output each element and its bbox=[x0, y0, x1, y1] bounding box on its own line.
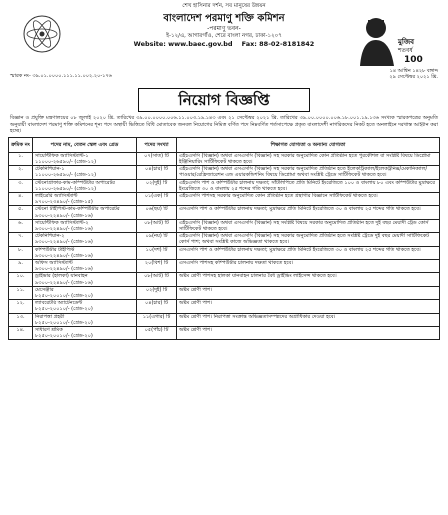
post-name: কম্পিউটার টাইপিস্ট bbox=[35, 246, 75, 253]
row-count: ০৮(আট) টি bbox=[137, 273, 177, 286]
post-name: ল্যাবরেটরি অ্যাটেনডেন্ট bbox=[35, 300, 83, 307]
table-row bbox=[9, 300, 440, 313]
row-requirements: এইচএসসি (বিজ্ঞান) অথবা এসএসসি (বিজ্ঞান) সহ সরকার অনুমোদিত প্রতিষ্ঠান হতে সংশ্লিষ্ট ট্রেডে দুই বছর মেয়াদী সার্টিফিকেট কোর্স পাশ; অথবা সংশ্লিষ্ট কাজে অভিজ্ঞতা থাকতে হবে। bbox=[177, 233, 440, 246]
vacancy-table-body bbox=[9, 152, 440, 340]
row-post bbox=[33, 327, 137, 340]
row-serial: ৬. bbox=[9, 219, 33, 232]
row-requirements: এসএসসি পাশসহ কম্পিউটার চালনায় দক্ষতা থাকতে হবে। bbox=[177, 260, 440, 273]
memo-number: স্মারক নং- ৩৯.০১.০০০০.১১১.১১.০০২.২০-১৭৬ bbox=[10, 73, 112, 79]
row-requirements: এইচএসসি পাশ ও কম্পিউটার চালনায় দক্ষতা; সাঁটলিপিতে প্রতি মিনিটে ইংরেজিতে ১০০ ও বাংলায় ৮০ এবং কম্পিউটার মুদ্রাক্ষরে ইংরেজিতে ৩০ ও বাংলায় ২৫ শব্দের গতি থাকতে হবে। bbox=[177, 179, 440, 192]
post-name: ড্রাইভার (হালকা) যানবাহন bbox=[35, 273, 88, 280]
row-post bbox=[33, 166, 137, 179]
row-post bbox=[33, 206, 137, 219]
row-post bbox=[33, 313, 137, 326]
row-requirements: এইচএসসি (বিজ্ঞান) অথবা এসএসসি (বিজ্ঞান) সহ সরকার অনুমোদিত প্রতিষ্ঠান হতে ইলেকট্রিক্যাল/ইলেকট্রনিক্স/মেকানিক্যাল/পাওয়ার/রেফ্রিজারেশন এন্ড এয়ারকন্ডিশনিং বিষয়ে ডিপ্লোমা অথবা সংশ্লিষ্ট ট্রেডে সার্টিফিকেট থাকতে হবে। bbox=[177, 166, 440, 179]
row-post bbox=[33, 152, 137, 165]
table-row bbox=[9, 260, 440, 273]
table-row bbox=[9, 193, 440, 206]
fax-text: Fax: 88-02-8181842 bbox=[241, 40, 315, 48]
row-serial: ১৩. bbox=[9, 313, 33, 326]
row-count: ০৭(সাত) টি bbox=[137, 152, 177, 165]
row-count: ০৮(আট) টি bbox=[137, 219, 177, 232]
row-post bbox=[33, 273, 137, 286]
post-scale: ৯৩০০-২২৪৯০/- (গ্রেড-১৬) bbox=[35, 212, 93, 219]
post-name: অফিস অ্যাসিস্ট্যান্ট bbox=[35, 260, 73, 267]
post-name: টেকনিশিয়ান-২ bbox=[35, 233, 65, 240]
table-row bbox=[9, 327, 440, 340]
table-row bbox=[9, 273, 440, 286]
row-requirements: এইচএসসি (বিজ্ঞান) অথবা এসএসসি (বিজ্ঞান) সহ সরকার অনুমোদিত কোন প্রতিষ্ঠান হতে পুরকৌশল বা সংশ্লিষ্ট বিষয়ে ডিপ্লোমা ইঞ্জিনিয়ারিং সার্টিফিকেট থাকতে হবে। bbox=[177, 152, 440, 165]
table-header-row bbox=[9, 137, 440, 152]
row-count: ১০(দশ) টি bbox=[137, 246, 177, 259]
row-count: ১১(এগার) টি bbox=[137, 313, 177, 326]
row-requirements: অষ্টম শ্রেণী পাশসহ হালকা যানবাহন চালনার বৈধ ড্রাইভিং লাইসেন্স থাকতে হবে। bbox=[177, 273, 440, 286]
row-count: ০৪(চার) টি bbox=[137, 166, 177, 179]
row-serial: ৮. bbox=[9, 246, 33, 259]
row-requirements: এইচএসসি পাশসহ সরকার অনুমোদিত কোন প্রতিষ্ঠান হতে গ্রন্থাগার বিজ্ঞানে সার্টিফিকেট থাকতে হবে। bbox=[177, 193, 440, 206]
row-count: ২০(বিশ) টি bbox=[137, 260, 177, 273]
row-serial: ৯. bbox=[9, 260, 33, 273]
post-name: স্টেনো টাইপিস্ট-কাম-কম্পিউটার অপারেটর bbox=[35, 206, 120, 213]
row-count: ০২(দুই) টি bbox=[137, 179, 177, 192]
table-row bbox=[9, 152, 440, 165]
organization-building: -পরমাণু ভবন- bbox=[207, 25, 241, 32]
row-post bbox=[33, 260, 137, 273]
col-header-requirements: শিক্ষাগত যোগ্যতা ও অন্যান্য যোগ্যতা bbox=[177, 137, 440, 152]
row-requirements: অষ্টম শ্রেণী পাশ। নিরাপত্তা সংক্রান্ত অভিজ্ঞতাসম্পন্নদের অগ্রাধিকার দেওয়া হবে। bbox=[177, 313, 440, 326]
row-serial: ১. bbox=[9, 152, 33, 165]
row-count: ০৫(পাঁচ) টি bbox=[137, 327, 177, 340]
row-serial: ২. bbox=[9, 166, 33, 179]
post-scale: ৮২৫০-২০০১০/- (গ্রেড-২০) bbox=[35, 333, 93, 340]
post-name: টেকনিশিয়ান-১ bbox=[35, 166, 65, 173]
row-requirements: এসএসসি পাশ ও কম্পিউটার চালনায় দক্ষতা; মুদ্রাক্ষরে প্রতি মিনিটে ইংরেজিতে ৩০ ও বাংলায় ২৫ শব্দের গতি থাকতে হবে। bbox=[177, 206, 440, 219]
row-post bbox=[33, 300, 137, 313]
table-row bbox=[9, 219, 440, 232]
row-count: ০১(এক) টি bbox=[137, 193, 177, 206]
row-post bbox=[33, 219, 137, 232]
atom-logo-icon bbox=[22, 14, 62, 54]
post-name: নিরাপত্তা প্রহরী bbox=[35, 313, 65, 320]
table-row bbox=[9, 233, 440, 246]
post-scale: ৯৩০০-২২৪৯০/- (গ্রেড-১৬) bbox=[35, 226, 93, 233]
post-scale: ৮২৫০-২০০১০/- (গ্রেড-২০) bbox=[35, 293, 93, 300]
row-serial: ১১. bbox=[9, 286, 33, 299]
date-bangla: ১৪ আশ্বিন ১৪২৮ বঙ্গাব্দ bbox=[389, 68, 438, 74]
organization-contacts bbox=[118, 40, 330, 49]
header bbox=[8, 10, 440, 70]
row-post bbox=[33, 179, 137, 192]
organization-name: বাংলাদেশ পরমাণু শক্তি কমিশন bbox=[163, 13, 285, 24]
row-count: ০৪(চার) টি bbox=[137, 300, 177, 313]
date-english: ২৯ সেপ্টেম্বর ২০২১ খ্রি. bbox=[389, 74, 438, 80]
table-row bbox=[9, 286, 440, 299]
notice-intro: বিজ্ঞান ও প্রযুক্তি মন্ত্রণালয়ের ০৮ জুলাই ২০২০ খ্রি. তারিখের ৩৯.০০.০০০০.০০৬.১১.০০৩.১৯.১৪৩ এবং ২১ সেপ্টেম্বর ২০২১ খ্রি. তারিখের ৩৯.০০.০০০০.০০৬.১৮.০০১.১৯.১৩৬ সংখ্যক স্মারকপত্রের অনুমতি অনুযায়ী বাংলাদেশ পরমাণু শক্তি কমিশনের শূন্য পদে অস্থায়ী ভিত্তিতে বিধি মোতাবেক জনবল নিয়োগের নিমিত্ত বর্ণিত পদে নিম্নবর্ণিত শর্তসাপেক্ষে প্রকৃত বাংলাদেশী নাগরিকদের নিকট হতে অনলাইনে দরখাস্ত আহ্বান করা হচ্ছে। bbox=[10, 115, 438, 135]
row-post bbox=[33, 193, 137, 206]
organization-block bbox=[118, 12, 330, 49]
row-requirements: অষ্টম শ্রেণী পাশ। bbox=[177, 300, 440, 313]
post-name: মেসেঞ্জার bbox=[35, 286, 54, 293]
row-serial: ১০. bbox=[9, 273, 33, 286]
row-requirements: এইচএসসি (বিজ্ঞান) অথবা এসএসসি (বিজ্ঞান) সহ সংশ্লিষ্ট বিষয়ে সরকার অনুমোদিত প্রতিষ্ঠান হতে দুই বছর মেয়াদী ট্রেড কোর্স সার্টিফিকেট থাকতে হবে। bbox=[177, 219, 440, 232]
post-scale: ৯৩০০-২২৪৯০/- (গ্রেড-১৬) bbox=[35, 252, 93, 259]
row-serial: ১৪. bbox=[9, 327, 33, 340]
row-serial: ৭. bbox=[9, 233, 33, 246]
row-count: ০২(দুই) টি bbox=[137, 286, 177, 299]
motto-text: শেখ হাসিনার দর্শন, সব মানুষের উন্নয়ন bbox=[182, 3, 266, 9]
row-serial: ৫. bbox=[9, 206, 33, 219]
row-count: ০৯(নয়) টি bbox=[137, 233, 177, 246]
post-scale: ৯৭০০-২৩৪৯০/- (গ্রেড-১৫) bbox=[35, 199, 93, 206]
website-text: Website: www.baec.gov.bd bbox=[133, 40, 233, 48]
post-scale: ৮২৫০-২০০১০/- (গ্রেড-২০) bbox=[35, 319, 93, 326]
col-header-count: পদের সংখ্যা bbox=[137, 137, 177, 152]
post-scale: ১১০০০-২৬৫৯০/- (গ্রেড-১২) bbox=[35, 185, 97, 192]
row-serial: ৩. bbox=[9, 179, 33, 192]
post-name: সায়েন্টিফিক অ্যাসিস্ট্যান্ট-১ bbox=[35, 152, 89, 159]
col-header-post: পদের নাম, বেতন স্কেল এবং গ্রেড bbox=[33, 137, 137, 152]
post-name: স্টেনোগ্রাফার-কাম-কম্পিউটার অপারেটর bbox=[35, 179, 115, 186]
table-row bbox=[9, 313, 440, 326]
badge-years: 100 bbox=[404, 55, 423, 65]
post-scale: ৯৩০০-২২৪৯০/- (গ্রেড-১৬) bbox=[35, 279, 93, 286]
badge-line2: শতবর্ষ bbox=[398, 47, 413, 54]
row-serial: ১২. bbox=[9, 300, 33, 313]
post-scale: ৯৩০০-২২৪৯০/- (গ্রেড-১৬) bbox=[35, 239, 93, 246]
notice-title: নিয়োগ বিজ্ঞপ্তি bbox=[138, 88, 310, 112]
row-requirements: অষ্টম শ্রেণী পাশ। bbox=[177, 327, 440, 340]
table-row bbox=[9, 246, 440, 259]
post-name: লাইব্রেরি অ্যাসিস্ট্যান্ট bbox=[35, 193, 78, 199]
post-scale: ১১০০০-২৬৫৯০/- (গ্রেড-১২) bbox=[35, 158, 97, 165]
post-name: সায়েন্টিফিক অ্যাসিস্ট্যান্ট-২ bbox=[35, 219, 89, 226]
table-row bbox=[9, 206, 440, 219]
post-scale: ৯৩০০-২২৪৯০/- (গ্রেড-১৬) bbox=[35, 266, 93, 273]
col-header-serial: ক্রমিক নং bbox=[9, 137, 33, 152]
organization-address: ই-১২/এ, আগারগাঁও, শেরে বাংলা নগর, ঢাকা-১২০৭ bbox=[166, 33, 282, 39]
row-post bbox=[33, 233, 137, 246]
vacancy-table bbox=[8, 137, 440, 341]
row-count: ০৬(ছয়) টি bbox=[137, 206, 177, 219]
row-post bbox=[33, 246, 137, 259]
memo-dates bbox=[389, 68, 438, 80]
post-scale: ১১০০০-২৬৫৯০/- (গ্রেড-১২) bbox=[35, 172, 97, 179]
mujib-borsho-logo-icon bbox=[354, 10, 424, 66]
row-requirements: এসএসসি পাশ ও কম্পিউটার চালনায় দক্ষতা; মুদ্রাক্ষরে প্রতি মিনিটে ইংরেজিতে ৩০ ও বাংলায় ২৫ শব্দের গতি থাকতে হবে। bbox=[177, 246, 440, 259]
row-post bbox=[33, 286, 137, 299]
badge-line1: মুজিব bbox=[398, 38, 415, 46]
post-scale: ৮২৫০-২০০১০/- (গ্রেড-২০) bbox=[35, 306, 93, 313]
memo-row bbox=[8, 70, 440, 86]
post-name: সাধারণ শ্রমিক bbox=[35, 327, 63, 334]
row-requirements: অষ্টম শ্রেণী পাশ। bbox=[177, 286, 440, 299]
table-row bbox=[9, 166, 440, 179]
row-serial: ৪. bbox=[9, 193, 33, 206]
table-row bbox=[9, 179, 440, 192]
